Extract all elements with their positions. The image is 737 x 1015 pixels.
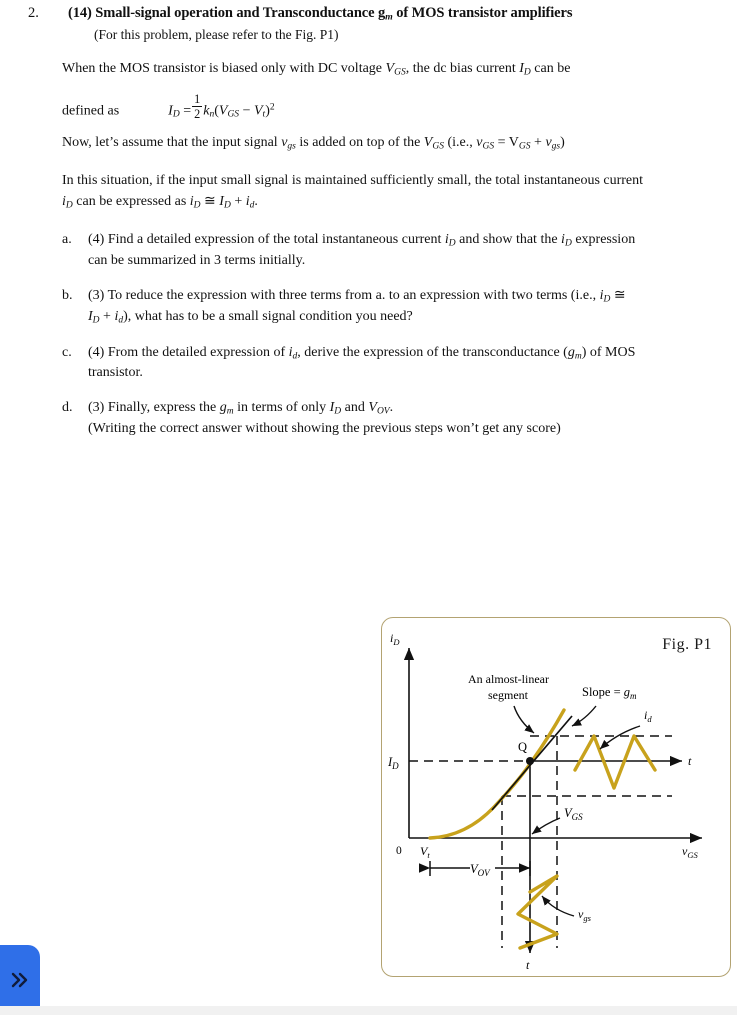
question-title-tail: of MOS transistor amplifiers — [392, 5, 573, 21]
annotation-slope-label: Slope = $g_m$ — [582, 685, 637, 701]
sub-question-list — [62, 230, 717, 454]
para1-vgs-sub: GS — [394, 67, 406, 78]
item-b-text-3: ), what has to be a small signal condition you need? — [123, 308, 413, 324]
eq-frac-numerator: 1 — [194, 92, 201, 107]
eq-vt: V — [253, 103, 263, 119]
para3-vgs2-sub: gs — [551, 141, 561, 152]
vov-label: $V_{OV}$ — [470, 862, 490, 878]
item-d-var-VOV-sub: OV — [376, 406, 390, 417]
item-c-text-2: , derive the expression of the transconductance ( — [297, 344, 568, 360]
item-d-text-3: and — [341, 400, 369, 416]
item-d-text-2: in terms of only — [233, 400, 330, 416]
vgs-signal-arrow — [542, 896, 574, 916]
para3-text-d-sub: GS — [518, 141, 531, 152]
item-a-text-3: expression — [571, 232, 636, 247]
figure-caption: Fig. P1 — [662, 636, 712, 653]
para4-iD2-sub: D — [193, 200, 201, 211]
item-c-text-1: From the detailed expression of — [104, 344, 289, 360]
para3-vgs2: v — [545, 135, 552, 150]
annotation-almost-linear-line1: An almost-linear — [468, 672, 549, 686]
paragraph-equation-line — [62, 92, 714, 122]
x-axis-label: $v_{GS}$ — [682, 844, 698, 860]
eq-vgs: V — [218, 103, 228, 119]
item-d-points: (3) — [88, 400, 105, 416]
para4-iD-sub: D — [65, 200, 73, 211]
eq-paren-open: ( — [214, 103, 219, 119]
time-axis-down-label: t — [526, 958, 530, 972]
para4-cong: ≅ — [200, 194, 220, 209]
item-a-text-2: and show that the — [455, 232, 562, 247]
eq-paren-close: ) — [265, 103, 270, 119]
para3-vGS-sub: GS — [482, 141, 495, 152]
vgs-dc-arrow — [532, 818, 560, 834]
para3-VGS-sub: GS — [432, 141, 444, 152]
vt-label: $V_t$ — [420, 844, 430, 860]
eq-minus: − — [242, 103, 251, 119]
item-marker-d: d. — [62, 400, 73, 416]
item-marker-a: a. — [62, 232, 72, 247]
expand-panel-tab[interactable] — [0, 945, 40, 1015]
para4-ID-sub: D — [223, 200, 231, 211]
item-b-var-iD: i — [599, 287, 604, 303]
eq-power: 2 — [269, 102, 275, 113]
question-subtitle: (For this problem, please refer to the Fig. P1) — [94, 27, 339, 42]
annotation-linear-arrow — [514, 706, 534, 733]
bottom-status-bar — [0, 1006, 737, 1015]
double-chevron-right-icon[interactable] — [8, 968, 32, 992]
question-title-text: Small-signal operation and Transconductance g — [95, 5, 386, 21]
item-c-var-gm: g — [567, 344, 575, 360]
id-signal-waveform — [575, 736, 655, 788]
item-d-var-gm: g — [219, 400, 227, 416]
item-a-var-iD2: i — [561, 232, 565, 247]
q-point-label: Q — [518, 740, 528, 754]
item-marker-c: c. — [62, 344, 72, 360]
vgs-dc-label: $V_{GS}$ — [564, 806, 583, 822]
item-a-var-iD: i — [444, 232, 449, 247]
q-point-marker — [526, 757, 534, 765]
paragraph-bias-intro — [62, 58, 714, 80]
item-c-var-id: i — [288, 344, 293, 360]
para3-vgs-small-sub: gs — [287, 141, 296, 152]
item-d-var-ID: I — [329, 400, 335, 416]
para3-vGS: v — [476, 135, 483, 150]
item-d-var-VOV: V — [368, 400, 377, 416]
item-c-var-id-sub: d — [292, 350, 298, 361]
para4-line2-text: can be expressed as — [72, 194, 190, 209]
item-b-var-id-sub: d — [118, 315, 124, 325]
para4-ID: I — [219, 194, 224, 209]
paragraph-total-current — [62, 170, 714, 213]
figure-p1-container — [381, 617, 731, 977]
eq-lhs-var: I — [168, 103, 173, 119]
para1-vgs: V — [385, 61, 395, 76]
item-a-line2: can be summarized in 3 terms initially. — [88, 252, 306, 268]
item-a-points: (4) — [88, 232, 105, 247]
list-item — [62, 398, 717, 439]
para4-line1: In this situation, if the input small signal is maintained sufficiently small, the total instantaneous current — [62, 173, 644, 188]
para3-text-a: Now, let’s assume that the input signal — [62, 135, 282, 150]
list-item — [62, 230, 717, 271]
para3-vgs-small: v — [281, 135, 288, 150]
item-b-var-id: i — [114, 308, 119, 324]
item-b-var-ID-sub: D — [92, 315, 100, 325]
annotation-almost-linear-line2: segment — [488, 688, 528, 702]
para3-text-b: is added on top of the — [295, 135, 424, 150]
time-axis-right-label: t — [688, 754, 692, 768]
para3-text-e: + — [530, 135, 546, 150]
item-b-var-iD-sub: D — [603, 294, 611, 305]
para3-text-c: (i.e., — [444, 135, 477, 150]
para4-iD: i — [62, 194, 66, 209]
eq-lhs-sub: D — [172, 109, 180, 120]
eq-kn-sub: n — [209, 109, 215, 120]
para3-text-f: ) — [560, 135, 565, 150]
eq-vgs-sub: GS — [227, 109, 240, 120]
equation-id-definition — [168, 92, 275, 122]
item-a-var-iD2-sub: D — [564, 238, 572, 249]
item-b-line2 — [88, 307, 717, 328]
vgs-signal-label: $v_{gs}$ — [578, 907, 591, 923]
eq-kn: k — [203, 103, 210, 119]
question-title-subscript: m — [385, 11, 393, 23]
question-title — [68, 4, 572, 24]
item-d-var-ID-sub: D — [334, 406, 342, 417]
item-a-var-iD-sub: D — [448, 238, 456, 249]
question-points: (14) — [68, 5, 92, 21]
y-axis-label: $i_D$ — [390, 631, 400, 647]
item-a-text-1: Find a detailed expression of the total instantaneous current — [104, 232, 445, 247]
item-c-var-gm-sub: m — [574, 350, 582, 361]
para1-id-sub: D — [523, 67, 531, 78]
annotation-slope-arrow — [572, 706, 596, 726]
item-c-text-3: ) of MOS — [581, 344, 636, 360]
para1-text-b: , the dc bias current — [405, 61, 520, 76]
para4-id-sub: d — [249, 200, 255, 211]
vgs-signal-waveform — [518, 876, 557, 948]
list-item — [62, 286, 717, 328]
id-signal-label: $i_d$ — [644, 708, 652, 724]
eq-one-half-fraction — [192, 93, 202, 120]
item-b-text-1: To reduce the expression with three terms from a. to an expression with two terms (i.e., — [104, 287, 600, 303]
para4-plus: + — [230, 194, 246, 209]
item-d-text-1: Finally, express the — [104, 400, 220, 416]
figure-p1-diagram — [382, 618, 728, 974]
para4-iD2: i — [189, 194, 194, 209]
item-d-text-4: . — [389, 400, 394, 416]
item-d-var-gm-sub: m — [226, 406, 234, 417]
id-bias-label: $I_D$ — [388, 755, 399, 771]
item-c-points: (4) — [88, 344, 105, 360]
item-b-text-2: ≅ — [610, 287, 626, 303]
defined-as-label: defined as — [62, 103, 120, 119]
item-b-var-ID: I — [88, 308, 93, 324]
para4-id: i — [245, 194, 250, 209]
para1-text-a: When the MOS transistor is biased only with DC voltage — [62, 61, 386, 76]
para4-period: . — [254, 194, 258, 209]
origin-label: 0 — [396, 845, 402, 857]
para1-id: I — [519, 61, 524, 76]
para3-VGS: V — [423, 135, 433, 150]
eq-vt-sub: t — [262, 109, 266, 120]
eq-frac-denominator: 2 — [194, 107, 201, 122]
question-number: 2. — [28, 5, 39, 21]
item-d-line2: (Writing the correct answer without showing the previous steps won’t get any score) — [88, 421, 561, 437]
transfer-characteristic-curve — [430, 710, 564, 838]
item-b-points: (3) — [88, 287, 105, 303]
item-b-plus: + — [99, 308, 115, 324]
eq-equals: = — [183, 103, 192, 119]
para1-text-c: can be — [530, 61, 571, 76]
para3-text-d: = V — [494, 135, 519, 150]
paragraph-signal-intro — [62, 132, 714, 154]
item-c-line2: transistor. — [88, 365, 143, 381]
list-item — [62, 343, 717, 384]
item-marker-b: b. — [62, 287, 73, 303]
